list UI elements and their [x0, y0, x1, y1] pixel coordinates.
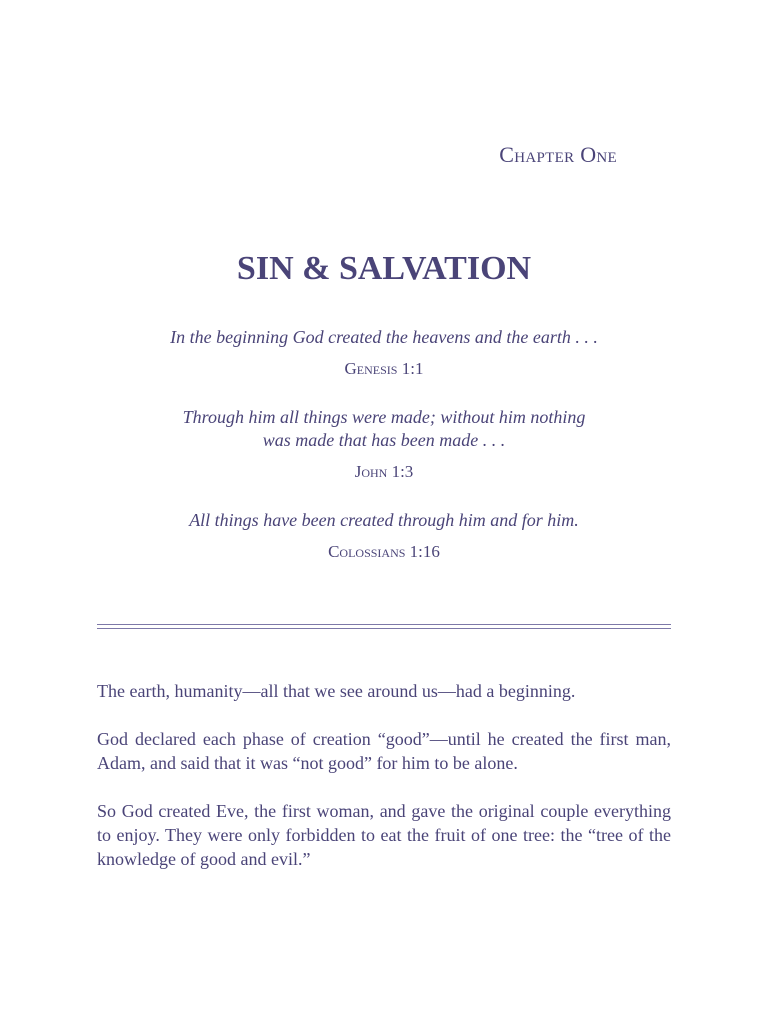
epigraph-colossians: [0, 509, 768, 563]
body-text: [97, 679, 671, 895]
epigraph-reference: Colossians 1:16: [328, 542, 440, 561]
body-paragraph: So God created Eve, the first woman, and gave the original couple everything to enjoy. They were only forbidden to eat the fruit of one tree: the “tree of the knowledge of good and evil.”: [97, 801, 671, 869]
section-divider: [97, 624, 671, 629]
epigraph-quote-line: Through him all things were made; without him nothing: [182, 407, 586, 427]
chapter-title: SIN & SALVATION: [236, 250, 532, 287]
epigraph-section: [0, 326, 768, 589]
epigraph-quote-line: In the beginning God created the heavens and the earth . . .: [170, 327, 598, 347]
body-paragraph: The earth, humanity—all that we see around us—had a beginning.: [97, 681, 576, 701]
epigraph-quote-line: All things have been created through him and for him.: [189, 510, 579, 530]
epigraph-reference: Genesis 1:1: [344, 359, 424, 378]
body-paragraph: God declared each phase of creation “good”—until he created the first man, Adam, and said that it was “not good” for him to be alone.: [97, 729, 671, 773]
epigraph-quote: [0, 326, 768, 349]
epigraph-john: [0, 406, 768, 483]
epigraph-quote-line: was made that has been made . . .: [262, 430, 506, 450]
chapter-label: Chapter One: [499, 142, 617, 167]
epigraph-quote: [0, 509, 768, 532]
epigraph-genesis: [0, 326, 768, 380]
epigraph-reference: John 1:3: [354, 462, 414, 481]
epigraph-quote: [0, 406, 768, 452]
